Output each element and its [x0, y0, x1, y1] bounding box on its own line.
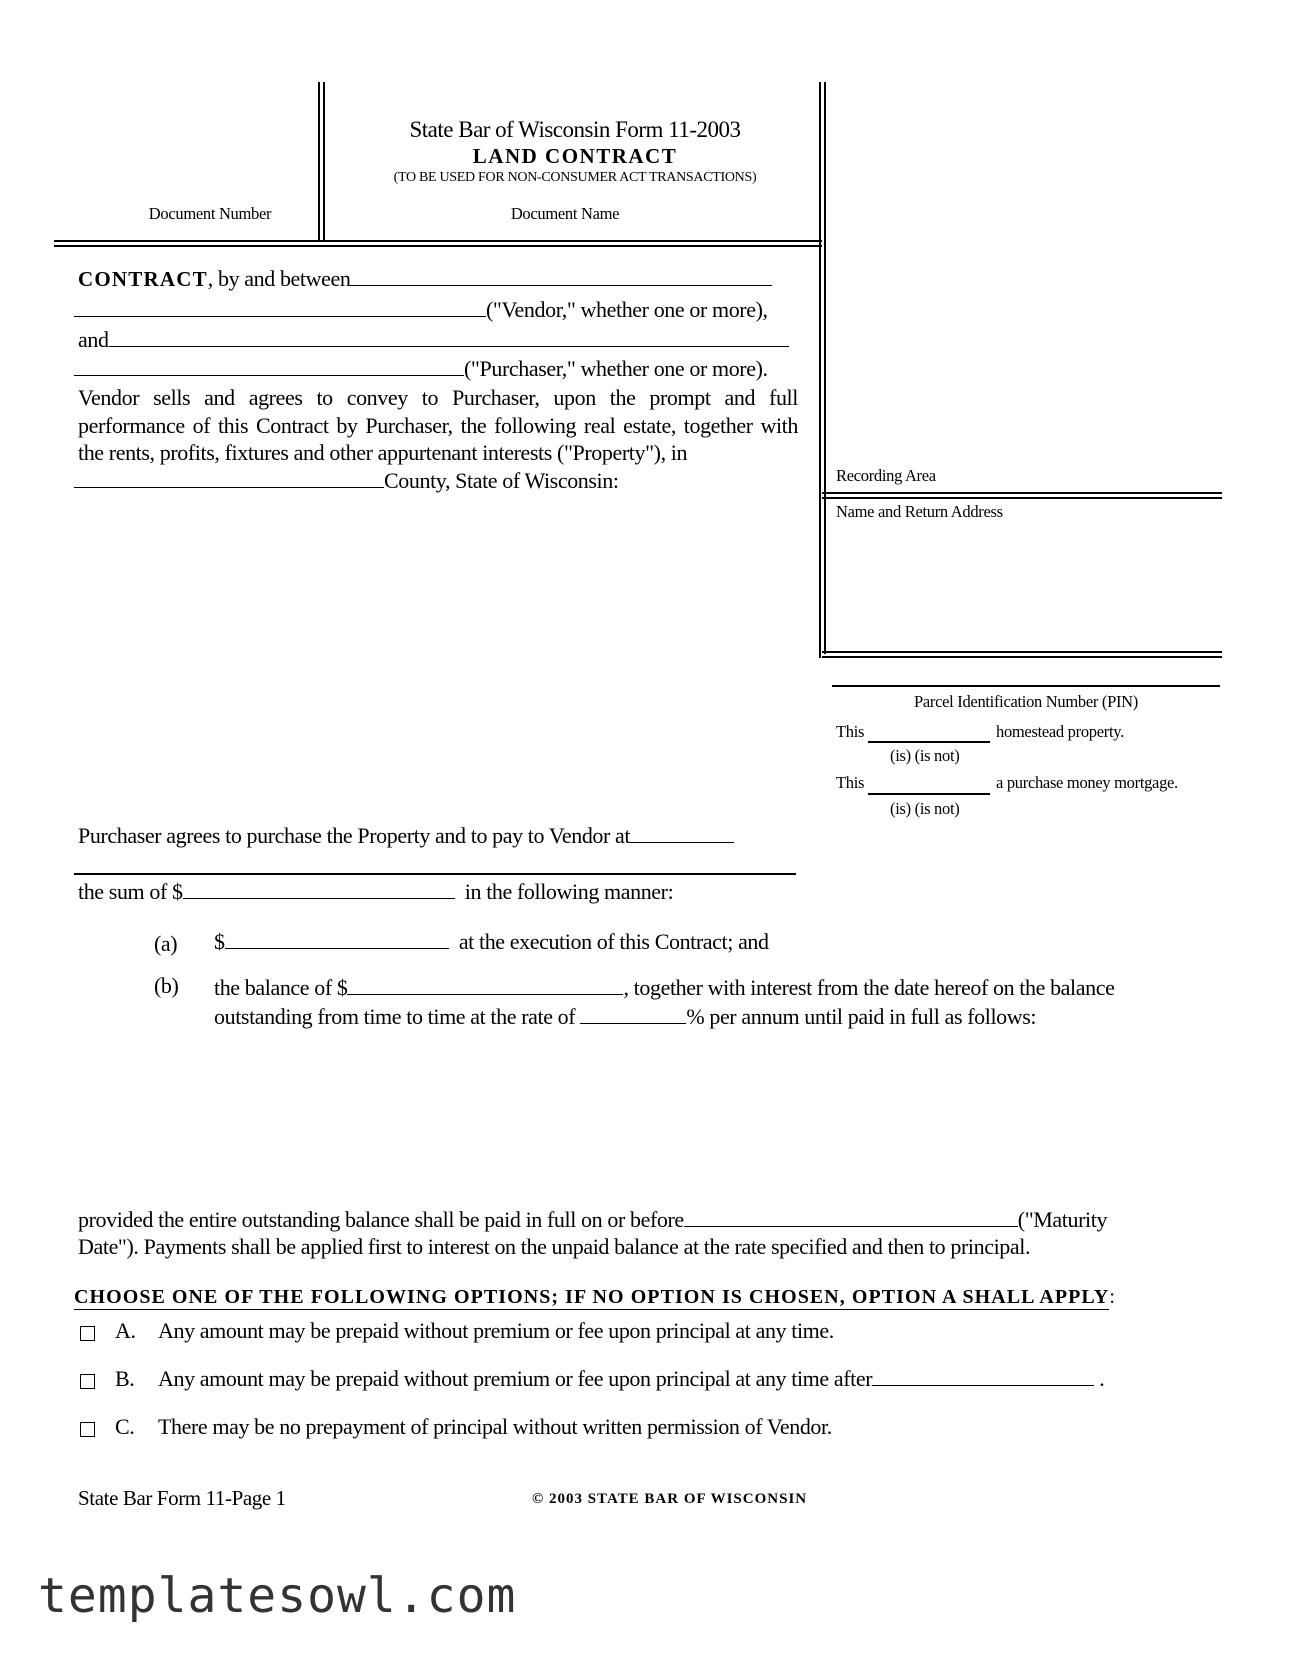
mortgage-text: a purchase money mortgage.: [996, 773, 1178, 792]
homestead-text: homestead property.: [996, 722, 1124, 741]
balance-field[interactable]: [347, 974, 623, 995]
county-line: [74, 467, 814, 495]
page-label: State Bar Form 11-Page 1: [78, 1486, 286, 1510]
return-address-bottom-rule-2: [822, 656, 1222, 658]
option-b-text: Any amount may be prepaid without premium or fee upon principal at any time after: [158, 1366, 873, 1391]
mortgage-this: This: [836, 773, 865, 792]
payment-place-field-1[interactable]: [630, 822, 734, 843]
payment-place-field-2[interactable]: [74, 873, 796, 875]
options-heading-line: [74, 1286, 1115, 1309]
vendor-tail: ("Vendor," whether one or more),: [486, 297, 768, 322]
contract-lead: CONTRACT: [78, 267, 208, 291]
options-heading-colon: :: [1109, 1286, 1115, 1308]
payment-application-text: Date"). Payments shall be applied first to interest on the unpaid balance at the rate specified and then to principal.: [78, 1234, 1031, 1259]
mortgage-is-isnot: (is) (is not): [890, 799, 960, 818]
item-b-line-1: [214, 974, 1114, 1002]
item-b-text: , together with interest from the date hereof on the balance: [623, 975, 1115, 1000]
maturity-date-field[interactable]: [684, 1206, 1018, 1227]
item-b-balance: the balance of $: [214, 975, 348, 1000]
pin-field[interactable]: [832, 685, 1220, 687]
sum-label: the sum of $: [78, 879, 183, 904]
county-field[interactable]: [74, 467, 384, 488]
document-number-label: Document Number: [148, 204, 272, 223]
recording-area-rule-2: [822, 497, 1222, 499]
recording-area-rule: [822, 492, 1222, 494]
purchase-agree-line: [78, 822, 798, 850]
form-title: State Bar of Wisconsin Form 11-2003: [409, 117, 741, 142]
provided-text: provided the entire outstanding balance shall be paid in full on or before: [78, 1207, 684, 1232]
manner-text: in the following manner:: [464, 879, 674, 904]
watermark: templatesowl.com: [38, 1568, 517, 1624]
maturity-line: [78, 1206, 1107, 1234]
item-a-text: at the execution of this Contract; and: [458, 929, 769, 954]
purchaser-name-field-2[interactable]: [74, 355, 464, 376]
return-address-left-border: [819, 492, 821, 658]
vendor-line: [74, 296, 814, 324]
homestead-field[interactable]: [868, 741, 990, 743]
sum-line: [78, 878, 798, 906]
prepay-after-field[interactable]: [872, 1365, 1094, 1386]
and-line: [78, 326, 798, 354]
purchase-agree-text: Purchaser agrees to purchase the Property and to pay to Vendor at: [78, 823, 631, 848]
item-a-line: [214, 928, 769, 956]
sum-field[interactable]: [183, 878, 455, 899]
item-b-line-2: [214, 1003, 1036, 1031]
purchaser-name-field-1[interactable]: [109, 326, 789, 347]
doc-type-heading: LAND CONTRACT: [472, 144, 678, 168]
option-b-letter: B.: [115, 1366, 135, 1391]
option-a-letter: A.: [115, 1318, 136, 1343]
by-and-between: , by and between: [207, 266, 351, 291]
option-c-letter: C.: [115, 1414, 135, 1439]
option-c-text: There may be no prepayment of principal without written permission of Vendor.: [158, 1414, 832, 1439]
document-name-label: Document Name: [510, 204, 620, 223]
header-right-divider-2: [824, 82, 826, 654]
option-c-checkbox[interactable]: [80, 1422, 95, 1437]
down-payment-field[interactable]: [225, 928, 449, 949]
recording-area-label: Recording Area: [836, 466, 936, 485]
option-a-text: Any amount may be prepaid without premium or fee upon principal at any time.: [158, 1318, 834, 1343]
and-label: and: [78, 327, 109, 352]
homestead-this: This: [836, 722, 865, 741]
copyright: © 2003 STATE BAR OF WISCONSIN: [532, 1491, 808, 1507]
pin-label: Parcel Identification Number (PIN): [914, 692, 1138, 711]
item-b-label: (b): [154, 973, 179, 998]
vendor-name-field-1[interactable]: [350, 265, 772, 286]
return-address-bottom-rule: [822, 651, 1222, 653]
option-b-tail: .: [1099, 1366, 1105, 1391]
contract-line-1: [78, 265, 798, 293]
option-b-checkbox[interactable]: [80, 1374, 95, 1389]
interest-rate-field[interactable]: [580, 1003, 686, 1024]
conveyance-text: Vendor sells and agrees to convey to Purchaser, upon the prompt and full performance of this Contract by Purchaser, the following real estate, together with the rents, profits, fixtures and other appurtenant interests ("Property"), in: [78, 385, 798, 465]
purchaser-tail: ("Purchaser," whether one or more).: [464, 356, 768, 381]
purchaser-line: [74, 355, 814, 383]
option-b-line: [158, 1365, 1104, 1393]
maturity-tail: ("Maturity: [1017, 1207, 1108, 1232]
return-address-label: Name and Return Address: [836, 502, 1003, 521]
item-b-outstanding: outstanding from time to time at the rate of: [214, 1004, 576, 1029]
item-a-label: (a): [154, 931, 178, 956]
doc-subtitle: (TO BE USED FOR NON-CONSUMER ACT TRANSACTIONS): [393, 170, 757, 185]
item-b-rate-tail: % per annum until paid in full as follows:: [686, 1004, 1037, 1029]
header-bottom-rule-2: [54, 245, 822, 247]
vendor-name-field-2[interactable]: [74, 296, 486, 317]
header-bottom-rule: [54, 240, 822, 242]
county-tail: County, State of Wisconsin:: [384, 468, 619, 493]
item-a-dollar: $: [214, 929, 225, 954]
option-a-checkbox[interactable]: [80, 1326, 95, 1341]
homestead-is-isnot: (is) (is not): [890, 746, 960, 765]
options-heading: CHOOSE ONE OF THE FOLLOWING OPTIONS; IF NO OPTION IS CHOSEN, OPTION A SHALL APPLY: [74, 1286, 1110, 1308]
mortgage-field[interactable]: [868, 793, 990, 795]
